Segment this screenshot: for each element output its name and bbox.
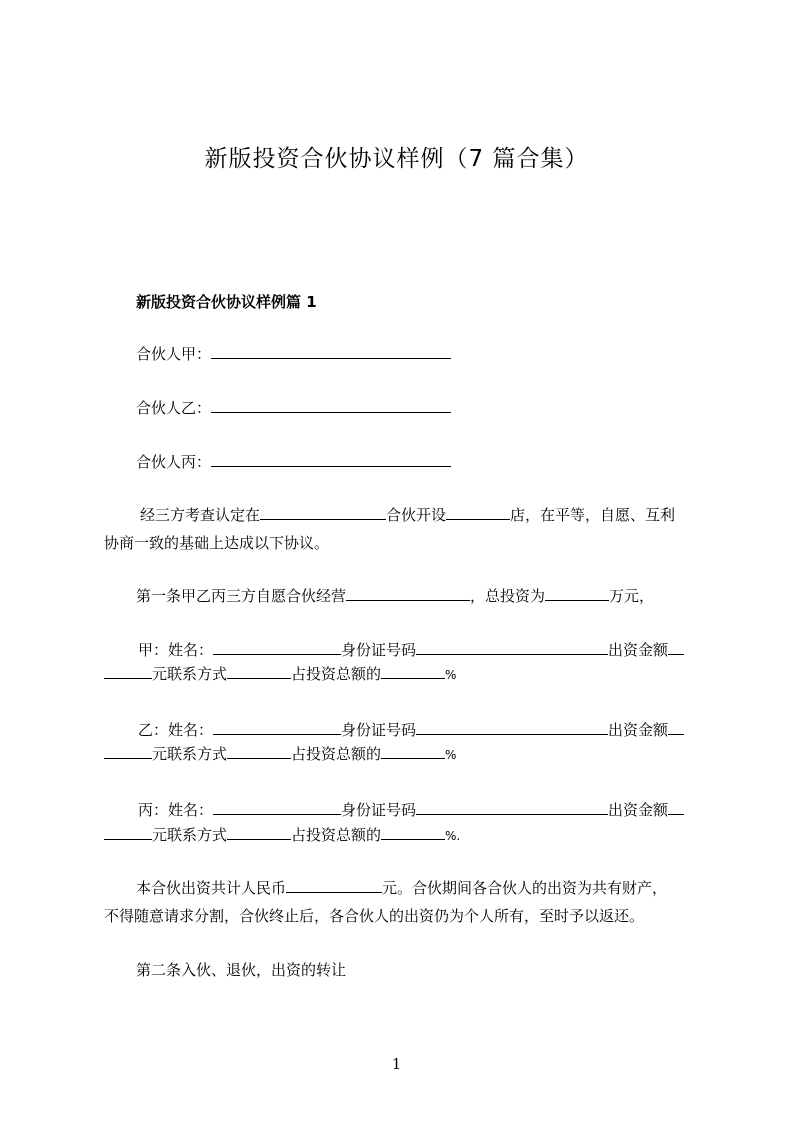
page-title: 新版投资合伙协议样例（7 篇合集） — [204, 146, 589, 172]
person-b-line-2 — [104, 744, 456, 765]
person-c-share-blank — [381, 825, 445, 840]
person-b-id-label: 身份证号码 — [341, 721, 417, 739]
partner-c-blank — [211, 452, 451, 467]
person-a-share-end: % — [445, 668, 457, 682]
intro-line-1 — [140, 505, 675, 525]
person-a-amount-blank — [668, 640, 684, 655]
person-c-amount-blank — [668, 800, 684, 815]
section-heading: 新版投资合伙协议样例篇 1 — [136, 293, 317, 311]
article1-text-2: ，总投资为 — [470, 587, 546, 605]
article1-text-3: 万元， — [609, 587, 655, 605]
article1-text-1: 第一条甲乙丙三方自愿合伙经营 — [136, 587, 347, 605]
business-blank — [346, 586, 470, 601]
person-c-share-label: 占投资总额的 — [291, 826, 382, 844]
capital-text-1: 本合伙出资共计人民币 — [136, 879, 287, 897]
person-a-name-blank — [213, 640, 341, 655]
intro-text-1: 经三方考查认定在 — [140, 506, 261, 524]
shop-blank — [446, 505, 510, 520]
person-b-line-1 — [138, 720, 684, 740]
person-b-contact-label: 元联系方式 — [152, 745, 228, 763]
capital-text-2: 元。合伙期间各合伙人的出资为共有财产， — [382, 879, 668, 897]
person-c-id-blank — [416, 800, 608, 815]
person-a-id-blank — [416, 640, 608, 655]
person-a-share-blank — [381, 664, 445, 679]
person-a-prefix: 甲：姓名： — [138, 641, 214, 659]
person-b-amount-label: 出资金额 — [608, 721, 669, 739]
partner-c-label: 合伙人丙： — [136, 453, 212, 471]
person-a-id-label: 身份证号码 — [341, 641, 417, 659]
page-number: 1 — [391, 1055, 402, 1073]
partner-a-label: 合伙人甲： — [136, 345, 212, 363]
partner-b-label: 合伙人乙： — [136, 399, 212, 417]
person-b-amount-blank — [668, 720, 684, 735]
person-b-contact-blank — [227, 744, 291, 759]
person-a-contact-label: 元联系方式 — [152, 665, 228, 683]
total-investment-blank — [545, 586, 609, 601]
partner-c-line — [136, 452, 451, 472]
person-a-amount-blank-cont — [104, 664, 152, 679]
intro-text-2: 合伙开设 — [386, 506, 447, 524]
person-c-line-1 — [138, 800, 684, 820]
person-c-prefix: 丙：姓名： — [138, 801, 214, 819]
person-c-amount-blank-cont — [104, 825, 152, 840]
person-c-contact-label: 元联系方式 — [152, 826, 228, 844]
person-a-line-2 — [104, 664, 456, 685]
intro-line-2: 协商一致的基础上达成以下协议。 — [104, 534, 330, 552]
person-a-share-label: 占投资总额的 — [291, 665, 382, 683]
partner-b-blank — [211, 398, 451, 413]
person-b-id-blank — [416, 720, 608, 735]
person-c-name-blank — [213, 800, 341, 815]
article2-line: 第二条入伙、退伙，出资的转让 — [136, 961, 347, 979]
person-a-amount-label: 出资金额 — [608, 641, 669, 659]
capital-line-2: 不得随意请求分割，合伙终止后，各合伙人的出资仍为个人所有，至时予以返还。 — [104, 907, 645, 925]
partner-b-line — [136, 398, 451, 418]
intro-text-3: 店，在平等，自愿、互利 — [510, 506, 676, 524]
person-a-line-1 — [138, 640, 684, 660]
capital-line-1 — [136, 878, 667, 898]
person-a-contact-blank — [227, 664, 291, 679]
person-b-share-blank — [381, 744, 445, 759]
article1-line — [136, 586, 654, 606]
person-b-share-end: % — [445, 748, 457, 762]
partner-a-line — [136, 344, 451, 364]
person-c-contact-blank — [227, 825, 291, 840]
person-c-id-label: 身份证号码 — [341, 801, 417, 819]
partner-a-blank — [211, 344, 451, 359]
person-b-name-blank — [213, 720, 341, 735]
person-b-prefix: 乙：姓名： — [138, 721, 214, 739]
location-blank — [260, 505, 386, 520]
person-b-amount-blank-cont — [104, 744, 152, 759]
person-b-share-label: 占投资总额的 — [291, 745, 382, 763]
capital-amount-blank — [286, 878, 382, 893]
person-c-share-end: %. — [445, 829, 461, 843]
person-c-amount-label: 出资金额 — [608, 801, 669, 819]
person-c-line-2 — [104, 825, 460, 846]
